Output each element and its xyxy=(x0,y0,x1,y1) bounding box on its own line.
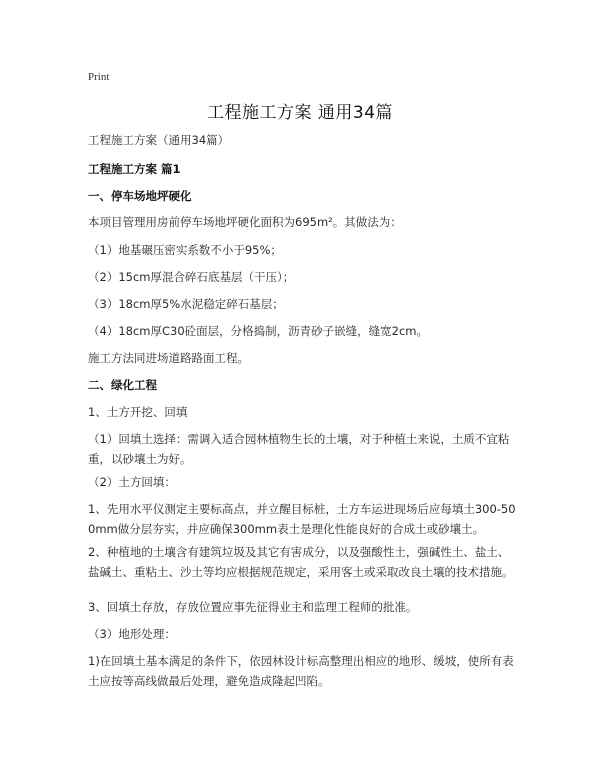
paragraph-item-3: （3）18cm厚5%水泥稳定碎石基层； xyxy=(88,297,284,311)
paragraph-storage: 3、回填土存放，存放位置应事先征得业主和监理工程师的批准。 xyxy=(88,600,418,614)
print-label: Print xyxy=(88,71,110,83)
paragraph-soil-types: 2、种植地的土壤含有建筑垃圾及其它有害成分，以及强酸性土，强碱性土、盐土、盐碱土、重粘土、沙土等均应根据规范规定，采用客土或采取改良土壤的技术措施。 xyxy=(88,545,514,579)
paragraph-backfill-selection: （1）回填土选择：需调入适合园林植物生长的土壤，对于种植土来说，土质不宜粘重，以砂壤土为好。 xyxy=(88,432,510,466)
paragraph-item-4: （4）18cm厚C30砼面层，分格捣制，沥青砂子嵌缝，缝宽2cm。 xyxy=(88,324,428,338)
heading-parking-floor: 一、停车场地坪硬化 xyxy=(88,189,192,203)
document-title: 工程施工方案 通用34篇 xyxy=(206,103,394,123)
paragraph-backfill: （2）土方回填： xyxy=(88,475,176,489)
paragraph-earthwork: 1、土方开挖、回填 xyxy=(88,405,188,419)
paragraph-terrain: （3）地形处理： xyxy=(88,627,176,641)
paragraph-level-survey: 1、先用水平仪测定主要标高点，并立醒目标桩，土方车运进现场后应每填土300-500mm做分层夯实，并应确保300mm表土是理化性能良好的合成土或砂壤土。 xyxy=(88,502,516,536)
section-title: 工程施工方案 篇1 xyxy=(88,162,181,176)
paragraph-item-2: （2）15cm厚混合碎石底基层（干压）； xyxy=(88,270,295,284)
paragraph-method: 施工方法同进场道路路面工程。 xyxy=(88,351,249,365)
paragraph-item-1: （1）地基碾压密实系数不小于95%； xyxy=(88,243,282,257)
paragraph-area: 本项目管理用房前停车场地坪硬化面积为695m²。其做法为： xyxy=(88,215,402,229)
document-subtitle: 工程施工方案（通用34篇） xyxy=(88,133,230,147)
paragraph-terrain-detail: 1)在回填土基本满足的条件下，依园林设计标高整理出相应的地形、缓坡，使所有表土应按等高线做最后处理，避免造成隆起凹陷。 xyxy=(88,654,514,688)
heading-greening: 二、绿化工程 xyxy=(88,378,157,392)
